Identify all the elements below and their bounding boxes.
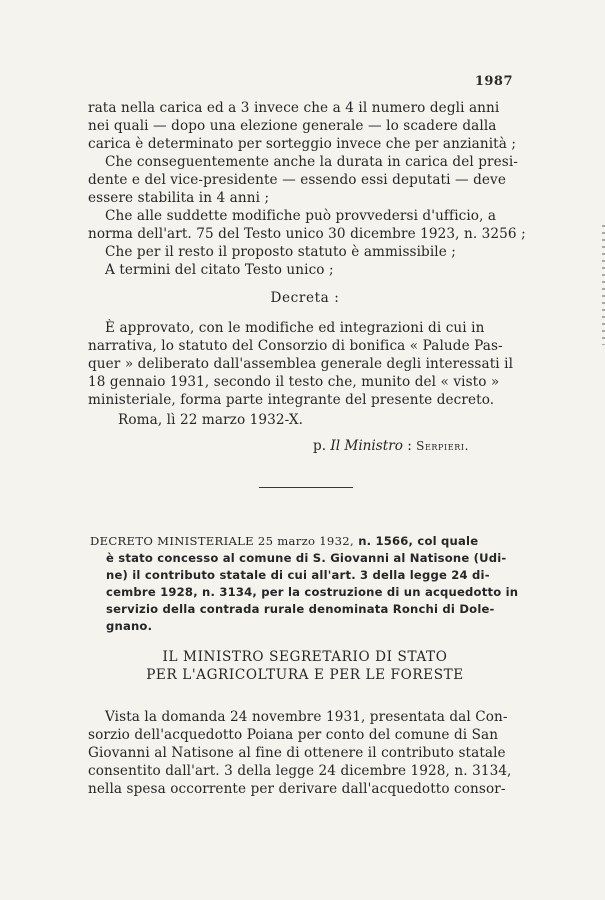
text-line: 18 gennaio 1931, secondo il testo che, munito del « visto »: [88, 374, 500, 390]
decree-heading: Decreta :: [270, 290, 340, 306]
text-line: sorzio dell'acquedotto Poiana per conto del comune di San: [88, 727, 499, 743]
decree-heading-line: cembre 1928, n. 3134, per la costruzione di un acquedotto in: [106, 585, 519, 599]
signature-prefix: p.: [313, 438, 327, 454]
text-line: Giovanni al Natisone al fine di ottenere il contributo statale: [88, 745, 506, 761]
text-line: narrativa, lo statuto del Consorzio di bonifica « Palude Pas-: [88, 338, 503, 354]
text-line: essere stabilita in 4 anni ;: [88, 190, 270, 206]
decree-heading-line: [90, 533, 517, 550]
page-number: 1987: [474, 74, 513, 89]
text-line: nei quali — dopo una elezione generale — lo scadere dalla: [88, 118, 497, 134]
text-line: È approvato, con le modifiche ed integrazioni di cui in: [105, 320, 485, 336]
decree-heading-line: gnano.: [106, 619, 153, 633]
text-line: Che alle suddette modifiche può provvedersi d'ufficio, a: [105, 208, 497, 224]
place-date: Roma, lì 22 marzo 1932-X.: [118, 412, 304, 428]
text-line: A termini del citato Testo unico ;: [105, 262, 334, 278]
text-line: dente e del vice-presidente — essendo essi deputati — deve: [88, 172, 506, 188]
decree-heading-line: è stato concesso al comune di S. Giovanni al Natisone (Udi-: [106, 551, 507, 565]
authority-line: PER L'AGRICOLTURA E PER LE FORESTE: [146, 667, 464, 683]
text-line: carica è determinato per sorteggio invece che per anzianità ;: [88, 136, 517, 152]
signature: [313, 437, 469, 455]
decree-heading-line: ne) il contributo statale di cui all'art. 3 della legge 24 di-: [106, 568, 490, 582]
text-line: Che per il resto il proposto statuto è ammissibile ;: [105, 244, 456, 260]
signature-title: Il Ministro: [330, 438, 403, 454]
decree-heading-line: servizio della contrada rurale denominata Ronchi di Dole-: [106, 602, 495, 616]
text-line: ministeriale, forma parte integrante del presente decreto.: [88, 392, 495, 408]
authority-line: IL MINISTRO SEGRETARIO DI STATO: [162, 649, 448, 665]
text-line: nella spesa occorrente per derivare dall'acquedotto consor-: [88, 781, 506, 797]
section-divider: [259, 487, 353, 488]
decree-heading-prefix: DECRETO MINISTERIALE 25 marzo 1932,: [90, 534, 354, 548]
text-line: Che conseguentemente anche la durata in carica del presi-: [105, 154, 518, 170]
text-line: consentito dall'art. 3 della legge 24 dicembre 1928, n. 3134,: [88, 763, 512, 779]
text-line: rata nella carica ed a 3 invece che a 4 il numero degli anni: [88, 100, 500, 116]
text-line: norma dell'art. 75 del Testo unico 30 dicembre 1923, n. 3256 ;: [88, 226, 526, 242]
text-line: quer » deliberato dall'assemblea generale degli interessati il: [88, 356, 514, 372]
text-line: Vista la domanda 24 novembre 1931, presentata dal Con-: [105, 709, 508, 725]
signature-separator: :: [407, 438, 412, 454]
decree-heading-text: n. 1566, col quale: [358, 534, 479, 548]
signature-name: Serpieri.: [416, 439, 470, 453]
